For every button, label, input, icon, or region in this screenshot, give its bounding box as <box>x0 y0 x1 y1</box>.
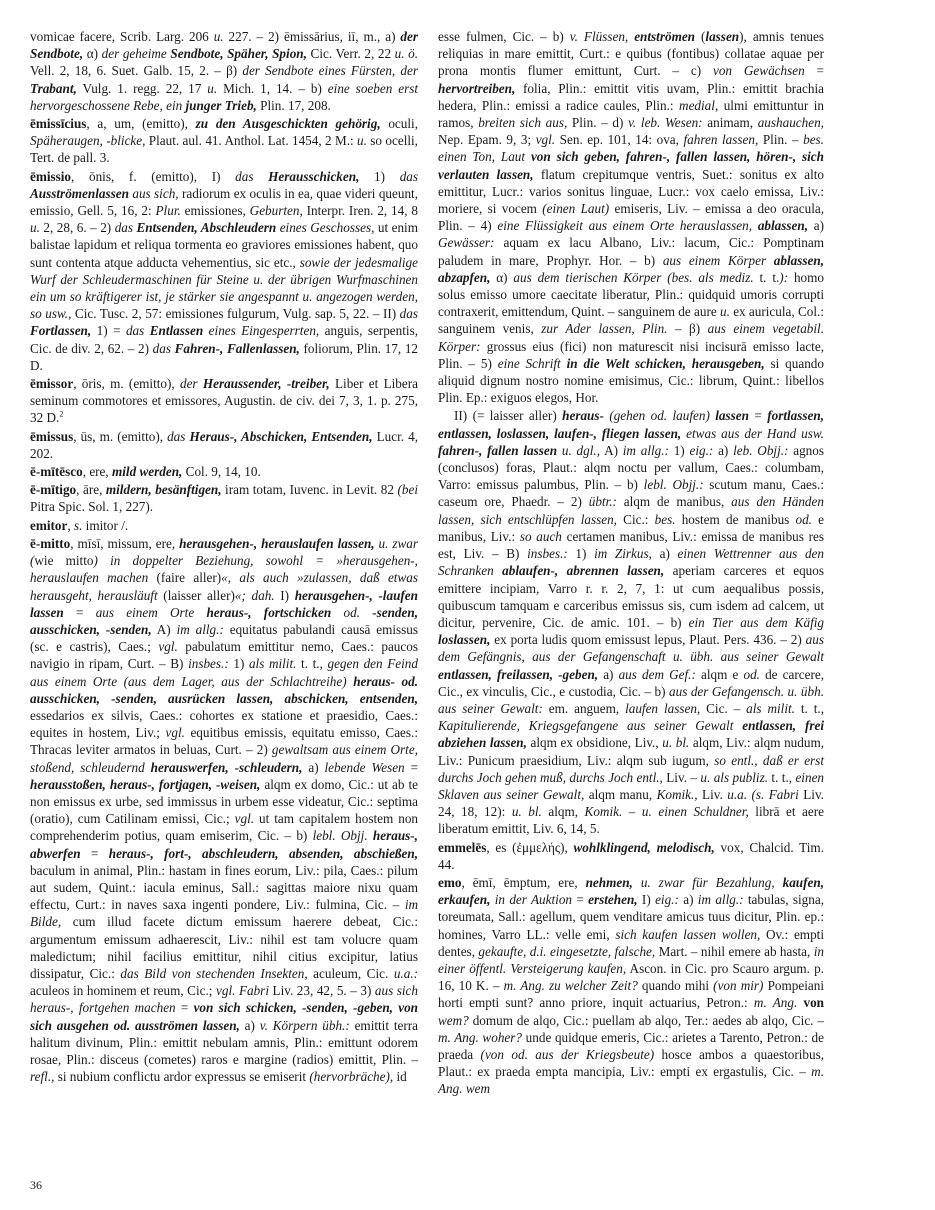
dictionary-entry: ēmissīcius, a, um, (emitto), zu den Ausgeschickten gehörig, oculi, Späheraugen, -blicke, Plaut. aul. 41. Anthol. Lat. 1454, 2 M.: u. so ocelli, Tert. de pall. 3. <box>30 116 419 166</box>
right-column <box>438 28 824 1099</box>
dictionary-entry: emitor, s. imitor /. <box>30 517 129 533</box>
dictionary-entry: vomicae facere, Scrib. Larg. 206 u. 227. – 2) ēmissārius, iī, m., a) der Sendbote, α) der geheime Sendbote, Späher, Spion, Cic. Verr. 2, 22 u. ö. Vell. 2, 18, 6. Suet. Galb. 15, 2. – β) der Sendbote eines Fürsten, der Trabant, Vulg. 1. regg. 22, 17 u. Mich. 1, 14. – b) eine soeben erst hervorgeschossene Rebe, ein junger Trieb, Plin. 17, 208. <box>30 29 419 113</box>
dictionary-entry: ēmissus, ūs, m. (emitto), das Heraus-, Abschicken, Entsenden, Lucr. 4, 202. <box>30 428 418 461</box>
left-column <box>30 28 418 1086</box>
dictionary-entry: emo, ēmī, ēmptum, ere, nehmen, u. zwar für Bezahlung, kaufen, erkaufen, in der Auktion = erstehen, I) eig.: a) im allg.: tabulas, signa, toreumata, Sall.: agellum, quem venditare amicus tuus dicitur, Plin. ep.: homines, Varro LL.: velle emi, sich kaufen lassen wollen, Ov.: empti dentes, gekaufte, d.i. eingesetzte, falsche, Mart. – nihil emere ab hasta, in einer öffentl. Versteigerung kaufen, Ascon. in Cic. pro Scauro argum. p. 16, 10 K. – m. Ang. zu welcher Zeit? quando mihi (von mir) Pompeiani horti empti sunt? anno priore, inquit actuarius, Petron.: m. Ang. von wem? domum de alqo, Cic.: puellam ab alqo, Ter.: aedes ab alqo, Cic. – m. Ang. woher? unde quidque emeris, Cic.: arietes a Tarento, Petron.: de praeda (von od. aus der Kriegsbeute) hosce ambos a quaestoribus, Plaut.: ex praeda empta mancipia, Liv.: empti ex ergastulis, Cic. – m. Ang. wem <box>438 874 825 1097</box>
dictionary-entry: II) (= laisser aller) heraus- (gehen od. laufen) lassen = fortlassen, entlassen, loslassen, laufen-, fliegen lassen, etwas aus der Hand usw. fahren-, fallen lassen u. dgl., A) im allg.: 1) eig.: a) leb. Objj.: agnos (conclusos) foras, Plaut.: alqm noctu per vallum, Caes.: columbam, Varro: emissus palumbus, Plin. – b) lebl. Objj.: scutum manu, Caes.: caseum ore, Phaedr. – 2) übtr.: alqm de manibus, aus den Händen lassen, sich entschlüpfen lassen, Cic.: bes. hostem de manibus od. e manibus, Liv.: so auch certamen manibus, Liv.: emissa de manibus res est, Liv. – B) insbes.: 1) im Zirkus, a) einen Wettrenner aus den Schranken ablaufen-, abrennen lassen, aperiam carceres et equos emittere incipiam, Varro r. r. 2, 7, 1: ut cum aequalibus possis, quibuscum tamquam e carceribus emissus sis, cum isdem ad calcem, ut dicitur, pervenire, Cic. de amic. 101. – b) ein Tier aus dem Käfig loslassen, ex porta ludis quom emissust lepus, Plaut. Pers. 436. – 2) aus dem Gefängnis, aus der Gefangenschaft u. übh. aus seiner Gewalt entlassen, freilassen, -geben, a) aus dem Gef.: alqm e od. de carcere, Cic., ex vinculis, Cic., e custodia, Cic. – b) aus der Gefangensch. u. übh. aus seiner Gewalt: em. anguem, laufen lassen, Cic. – als milit. t. t., Kapitulierende, Kriegsgefangene aus seiner Gewalt entlassen, frei abziehen lassen, alqm ex obsidione, Liv., u. bl. alqm, Liv.: alqm nudum, Liv.: Punicum praesidium, Liv.: alqm sub iugum, so entl., daß er erst durchs Joch gehen muß, durchs Joch entl., Liv. – u. als publiz. t. t., einen Sklaven aus seiner Gewalt, alqm manu, Komik., Liv. u.a. (s. Fabri Liv. 24, 18, 12): u. bl. alqm, Komik. – u. einen Schuldner, librā et aere liberatum emittit, Liv. 6, 14, 5. <box>438 408 825 837</box>
dictionary-entry: esse fulmen, Cic. – b) v. Flüssen, entströmen (lassen), amnis tenues reliquias in mare emittit, Curt.: e quibus (fontibus) collatae aquae per prona montis flumer emittunt, Curt. – c) von Gewächsen = hervortreiben, folia, Plin.: emittit vitis uvam, Plin.: emittit brachia hedera, Plin.: emissi a radice caules, Plin.: medial, ulmi emittuntur in ramos, breiten sich aus, Plin. – d) v. leb. Wesen: animam, aushauchen, Nep. Epam. 9, 3; vgl. Sen. ep. 101, 14: ova, fahren lassen, Plin. – bes. einen Ton, Laut von sich geben, fahren-, fallen lassen, hören-, sich verlauten lassen, flatum crepitumque ventris, Suet.: sonitus ex alto emittitur, Lucr.: varios sonitus linguae, Lucr.: vox caelo emissa, Liv.: moriere, si vocem (einen Laut) emiseris, Liv. – emissa a deo oracula, Plin. – 4) eine Flüssigkeit aus einem Orte herauslassen, ablassen, a) Gewässer: aquam ex lacu Albano, Liv.: lacum, Cic.: Pomptinam paludem in mare, Prophyr. Hor. – b) aus einem Körper ablassen, abzapfen, α) aus dem tierischen Körper (bes. als mediz. t. t.): homo solus emisso umore caecitate liberatur, Plin.: quidquid umoris corrupti contraxerit, emittendum, Quint. – sanguinem de aure u. ex auricula, Col.: sanguinem venis, zur Ader lassen, Plin. – β) aus einem vegetabil. Körper: grossus eius (fici) non maturescit nisi incisurā emisso lacte, Plin. – 5) eine Schrift in die Welt schicken, herausgeben, si quando aliquid dignum nostro nomine emisimus, Cic.: librum, Quint.: libellos Plin. Ep.: exiguos elegos, Hor. <box>438 29 825 406</box>
dictionary-entry: ē-mītēsco, ere, mild werden, Col. 9, 14, 10. <box>30 464 261 480</box>
dictionary-entry: ē-mitto, mīsī, missum, ere, herausgehen-, herauslaufen lassen, u. zwar (wie mitto) in doppelter Beziehung, sowohl = »herausgehen-, herauslaufen machen (faire aller)«, als auch »zulassen, daß etwas herausgeht, herausläuft (laisser aller)«; dah. I) herausgehen-, -laufen lassen = aus einem Orte heraus-, fortschicken od. -senden, ausschicken, -senden, A) im allg.: equitatus pabulandi causā emissus (sc. e castris), Caes.; vgl. pabulatum emittitur nemo, Caes.: paucos navigio in ripam, Curt. – B) insbes.: 1) als milit. t. t., gegen den Feind aus einem Orte (aus dem Lager, aus der Schlachtreihe) heraus- od. ausschicken, -senden, ausrücken lassen, abschicken, entsenden, essedarios ex silvis, Caes.: cohortes ex statione et praesidio, Caes.: equites in hostem, Liv.; vgl. equitibus emissis, equitatu emisso, Caes.: Thracas leviter armatos in beluas, Curt. – 2) gewaltsam aus einem Orte, stoßend, schleudernd herauswerfen, -schleudern, a) lebende Wesen = herausstoßen, heraus-, fortjagen, -weisen, alqm ex domo, Cic.: ut ab te non emissus ex urbe, sed immissus in urbem esse videatur, Cic.: septima (oratio), cum Catilinam emissi, Cic.; vgl. ut tam capitalem hostem non comprehenderim potius, quam emiserim, Cic. – b) lebl. Objj. heraus-, abwerfen = heraus-, fort-, abschleudern, absenden, abschießen, baculum in animal, Plin.: hastam in fines eorum, Liv.: pila, Caes.: pilum aut sudem, Quint.: iacula eminus, Sall.: sagittas maiore nixu quam effectu, Curt.: in naves saxa ingenti pondere, Liv.: fulmina, Cic. – im Bilde, cum illud facete dictum emissum haerere debeat, Cic.: argumentum emissum adhaerescit, Liv.: nihil est tam volucre quam maledictum; nihil facilius emittitur, nihil citius excipitur, latius dissipatur, Cic.: das Bild von stechenden Insekten, aculeum, Cic. u.a.: aculeos in hominem et reum, Cic.; vgl. Fabri Liv. 23, 42, 5. – 3) aus sich heraus-, fortgehen machen = von sich schicken, -senden, -geben, von sich ausgehen od. ausströmen lassen, a) v. Körpern übh.: emittit terra halitum divinum, Plin.: emittit nebulam amnis, Plin.: emittunt odorem rosae, Plin.: disceus (cometes) raros e margine (radios) emittit, Plin. – refl., si nubium conflictu ardor expressus se emiserit (hervorbräche), id <box>30 535 419 1085</box>
dictionary-entry: ēmissor, ōris, m. (emitto), der Heraussender, -treiber, Liber et Libera seminum commotores et emissores, Augustin. de civ. dei 7, 3, 1. p. 275, 32 D.$^2$ <box>30 376 418 426</box>
dictionary-entry: ē-mītigo, āre, mildern, besänftigen, iram totam, Iuvenc. in Levit. 82 (bei Pitra Spic. Sol. 1, 227). <box>30 482 418 515</box>
page-number: 36 <box>30 1178 42 1192</box>
dictionary-entry: emmelēs, es (ἐμμελής), wohlklingend, melodisch, vox, Chalcid. Tim. 44. <box>438 839 824 872</box>
dictionary-entry: ēmissio, ōnis, f. (emitto), I) das Herausschicken, 1) das Ausströmenlassen aus sich, radiorum ex oculis in ea, quae videri queunt, emissio, Gell. 5, 16, 2: Plur. emissiones, Geburten, Interpr. Iren. 2, 14, 8 u. 2, 28, 6. – 2) das Entsenden, Abschleudern eines Geschosses, ut enim balistae lapidum et reliqua tormenta eo graviores emissiones habent, quo sunt contenta atque adducta vehementius, sic etc., sowie der jedesmalige Wurf der Schleudermaschinen für Steine u. der übrigen Wurfmaschinen ein um so kräftigerer ist, je stärker sie angespannt u. angezogen werden, so usw., Cic. Tusc. 2, 57: emissiones fulgurum, Vulg. sap. 5, 22. – II) das Fortlassen, 1) = das Entlassen eines Eingesperrten, anguis, serpentis, Cic. de div. 2, 62. – 2) das Fahren-, Fallenlassen, foliorum, Plin. 17, 12 D. <box>30 168 419 373</box>
